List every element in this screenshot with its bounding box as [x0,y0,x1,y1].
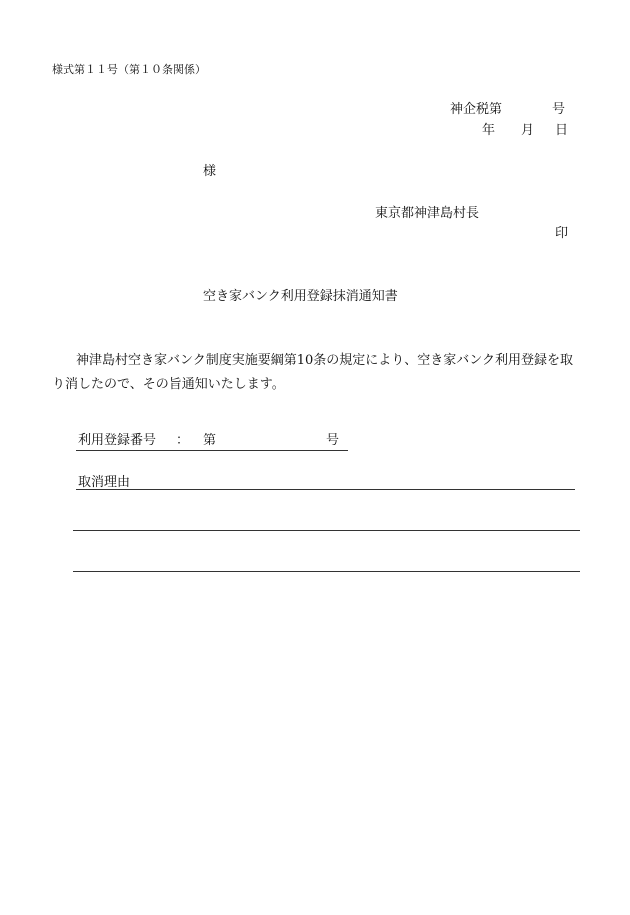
issuer-seal: 印 [555,226,569,241]
reason-label: 取消理由 [78,475,131,490]
reason-line-2 [73,530,580,531]
registration-prefix: 第 [203,433,217,448]
notice-body-text: 神津島村空き家バンク制度実施要綱第10条の規定により、空き家バンク利用登録を取り消したので、その旨通知いたします。 [52,353,574,392]
notice-body [52,349,580,397]
date-day: 日 [555,123,569,138]
date-month: 月 [521,123,535,138]
registration-label: 利用登録番号 [78,433,157,448]
doc-number-prefix: 神企税第 [450,102,503,117]
doc-number-suffix: 号 [552,102,566,117]
registration-colon: ： [176,433,190,448]
reason-line-3 [73,571,580,572]
form-label: 様式第１１号（第１０条関係） [52,63,206,76]
date-year: 年 [482,123,496,138]
document-title: 空き家バンク利用登録抹消通知書 [203,289,398,304]
addressee-suffix: 様 [203,164,217,179]
issuer-name: 東京都神津島村長 [375,206,480,221]
reason-line-1 [76,489,575,490]
registration-suffix: 号 [326,433,340,448]
registration-underline [76,450,348,451]
